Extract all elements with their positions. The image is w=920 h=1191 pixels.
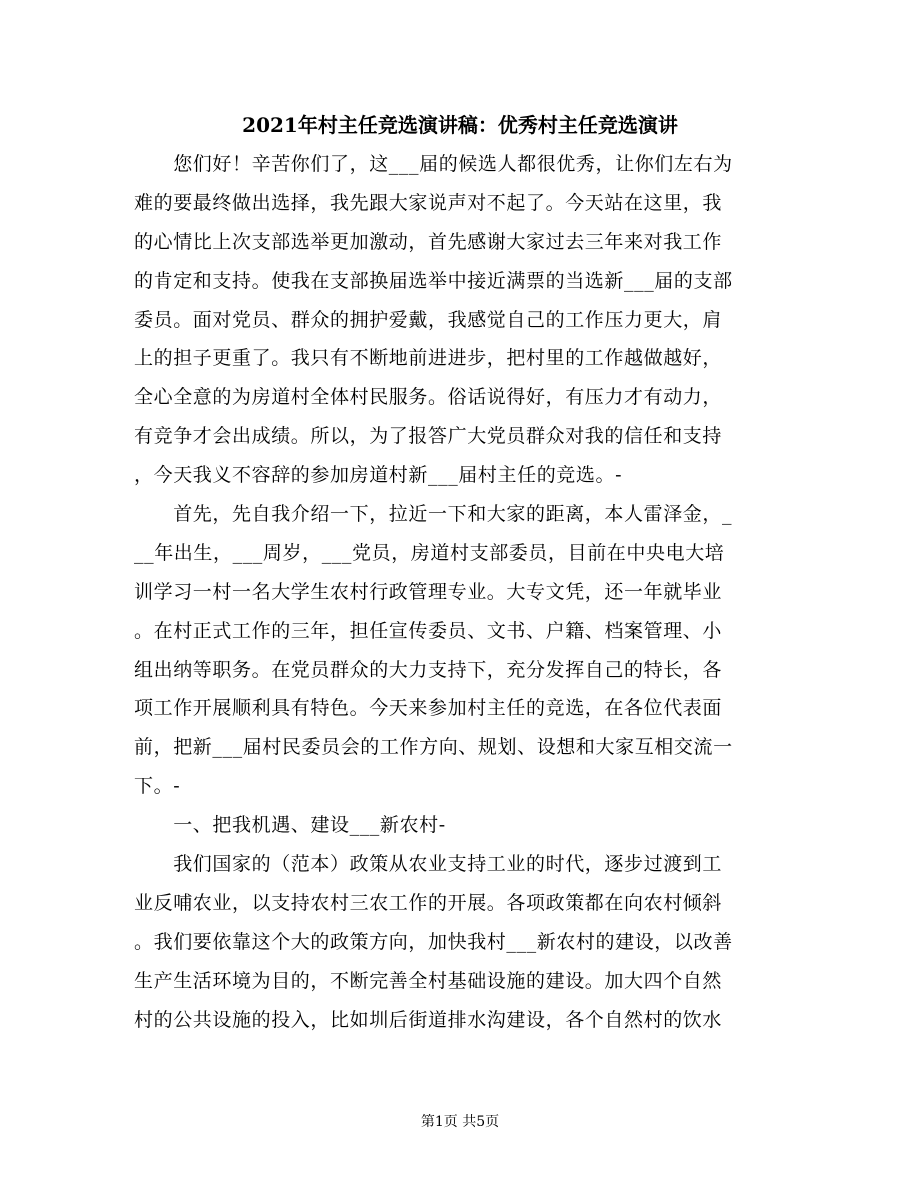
text-line: 项工作开展顺利具有特色。今天来参加村主任的竞选，在各位代表面 xyxy=(134,697,723,720)
page-title: 2021年村主任竞选演讲稿：优秀村主任竞选演讲 xyxy=(242,113,678,137)
text-line: 。我们要依靠这个大的政策方向，加快我村___新农村的建设，以改善 xyxy=(134,930,733,953)
text-line: 下。- xyxy=(134,775,181,798)
text-line: 一、把我机遇、建设___新农村- xyxy=(134,814,446,837)
document-body xyxy=(134,145,794,1039)
text-line: 首先，先自我介绍一下，拉近一下和大家的距离，本人雷泽金，_ xyxy=(134,503,733,526)
text-line: 全心全意的为房道村全体村民服务。俗话说得好，有压力才有动力， xyxy=(134,386,723,409)
text-line: 业反哺农业，以支持农村三农工作的开展。各项政策都在向农村倾斜 xyxy=(134,891,723,914)
text-line: 上的担子更重了。我只有不断地前进进步，把村里的工作越做越好， xyxy=(134,347,723,370)
text-line: __年出生，___周岁，___党员，房道村支部委员，目前在中央电大培 xyxy=(134,541,725,564)
text-line: 有竞争才会出成绩。所以，为了报答广大党员群众对我的信任和支持 xyxy=(134,425,723,448)
text-line: ，今天我义不容辞的参加房道村新___届村主任的竞选。- xyxy=(134,464,623,487)
text-line: 的心情比上次支部选举更加激动，首先感谢大家过去三年来对我工作 xyxy=(134,230,723,253)
text-line: 村的公共设施的投入，比如圳后街道排水沟建设，各个自然村的饮水 xyxy=(134,1008,723,1031)
text-line: 委员。面对党员、群众的拥护爱戴，我感觉自己的工作压力更大，肩 xyxy=(134,308,723,331)
text-line: 生产生活环境为目的，不断完善全村基础设施的建设。加大四个自然 xyxy=(134,969,723,992)
text-line: 我们国家的（范本）政策从农业支持工业的时代，逐步过渡到工 xyxy=(134,853,723,876)
text-line: 您们好！辛苦你们了，这___届的候选人都很优秀，让你们左右为 xyxy=(134,153,733,175)
text-line: 难的要最终做出选择，我先跟大家说声对不起了。今天站在这里，我 xyxy=(134,191,723,214)
text-line: 的肯定和支持。使我在支部换届选举中接近满票的当选新___届的支部 xyxy=(134,269,733,292)
text-line: 。在村正式工作的三年，担任宣传委员、文书、户籍、档案管理、小 xyxy=(134,619,723,642)
page-footer: 第1页 共5页 xyxy=(420,1114,500,1130)
text-line: 训学习一村一名大学生农村行政管理专业。大专文凭，还一年就毕业 xyxy=(134,580,723,603)
text-line: 前，把新___届村民委员会的工作方向、规划、设想和大家互相交流一 xyxy=(134,736,733,759)
text-line: 组出纳等职务。在党员群众的大力支持下，充分发挥自己的特长，各 xyxy=(134,658,723,681)
